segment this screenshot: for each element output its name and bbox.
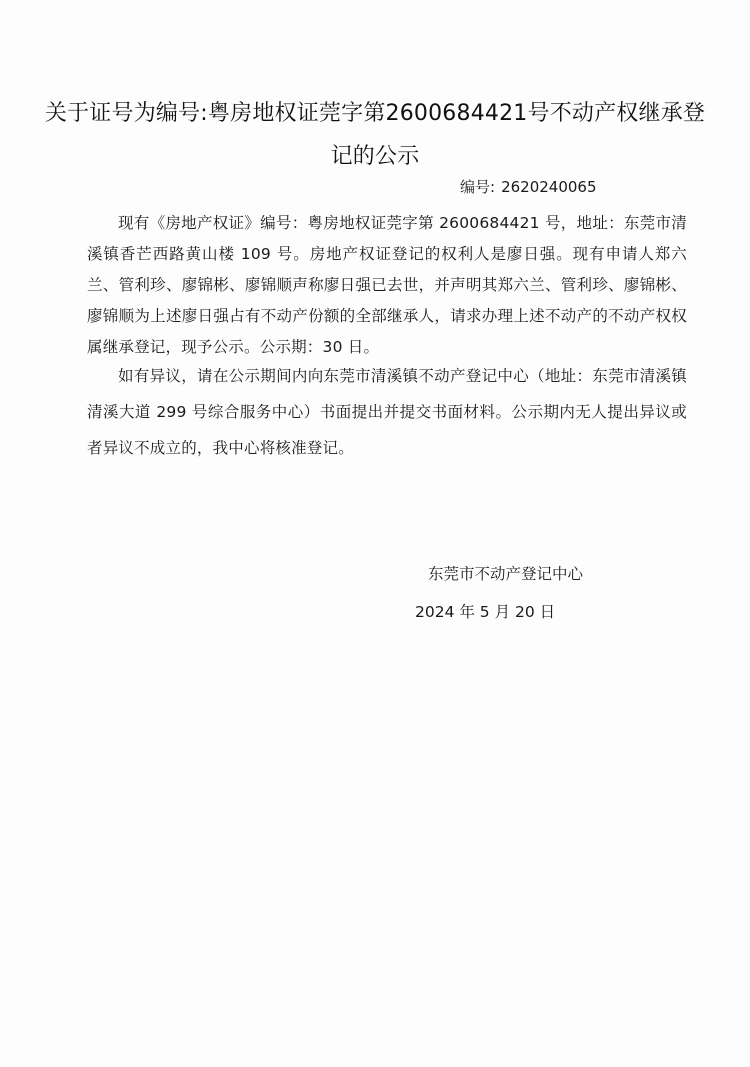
issue-date: 2024 年 5 月 20 日 (415, 603, 556, 621)
document-number-label: 编号: (460, 178, 496, 196)
body-paragraph-2: 如有异议，请在公示期间内向东莞市清溪镇不动产登记中心（地址：东莞市清溪镇清溪大道 299 号综合服务中心）书面提出并提交书面材料。公示期内无人提出异议或者异议不成立的，我中心将核准登记。 (87, 367, 687, 457)
document-number (460, 176, 597, 198)
document-title: 关于证号为编号:粤房地权证莞字第2600684421号不动产权继承登记的公示 (44, 101, 706, 169)
body-paragraph-1: 现有《房地产权证》编号：粤房地权证莞字第 2600684421 号，地址：东莞市清溪镇香芒西路黄山楼 109 号。房地产权证登记的权利人是廖日强。现有申请人郑六兰、管利珍、廖锦彬、廖锦顺声称廖日强已去世，并声明其郑六兰、管利珍、廖锦彬、廖锦顺为上述廖日强占有不动产份额的全部继承人，请求办理上述不动产的不动产权权属继承登记，现予公示。公示期：30 日。 (87, 214, 687, 356)
document-number-value: 2620240065 (501, 178, 597, 196)
issuer-name: 东莞市不动产登记中心 (428, 565, 584, 583)
